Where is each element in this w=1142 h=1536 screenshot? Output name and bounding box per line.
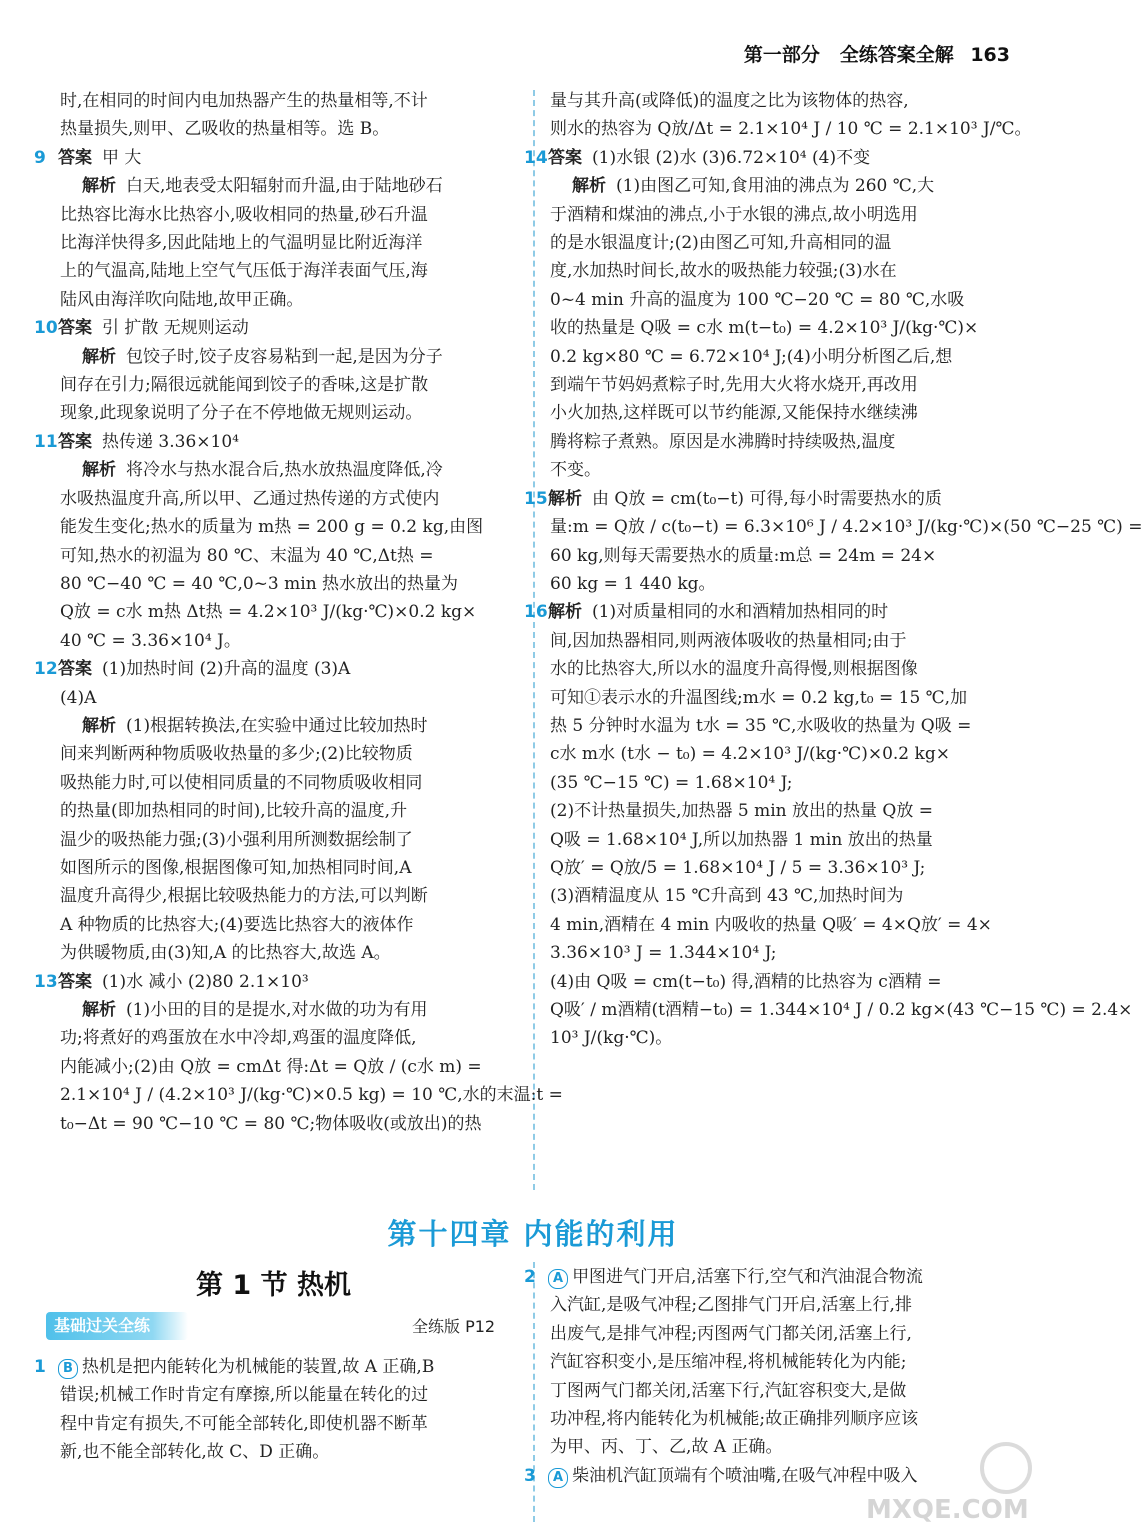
text-line: (4)由 Q吸 = cm(t−t₀) 得,酒精的比热容为 c酒精 = — [550, 971, 942, 992]
answer-text: (1)小田的目的是提水,对水做的功为有用 — [126, 1000, 428, 1020]
question-number: 11 — [34, 431, 58, 452]
text-line — [524, 598, 1010, 626]
text-line: 10³ J/(kg·℃)。 — [550, 1028, 673, 1049]
text-line: 新,也不能全部转化,故 C、D 正确。 — [60, 1442, 330, 1463]
text-line: c水 m水 (t水 − t₀) = 4.2×10³ J/(kg·℃)×0.2 kg× — [550, 744, 950, 765]
text-line: 热量损失,则甲、乙吸收的热量相等。选 B。 — [60, 119, 390, 140]
text-line: 于酒精和煤油的沸点,小于水银的沸点,故小明选用 — [550, 204, 918, 225]
text-line: 上的气温高,陆地上空气气压低于海洋表面气压,海 — [60, 261, 428, 282]
text-line: 量:m = Q放 / c(t₀−t) = 6.3×10⁶ J / 4.2×10³ J/(kg·℃)×(50 ℃−25 ℃) = — [550, 517, 1142, 538]
practice-badge: 基础过关全练 — [46, 1312, 188, 1340]
text-line — [60, 996, 520, 1024]
answer-text: 由 Q放 = cm(t₀−t) 可得,每小时需要热水的质 — [592, 488, 942, 509]
answer-label: 答案 — [58, 971, 92, 992]
text-line: 时,在相同的时间内电加热器产生的热量相等,不计 — [60, 91, 428, 111]
question-number: 14 — [524, 147, 548, 168]
text-line: 间来判断两种物质吸收热量的多少;(2)比较物质 — [60, 744, 413, 765]
text-line: 0.2 kg×80 ℃ = 6.72×10⁴ J;(4)小明分析图乙后,想 — [550, 346, 953, 367]
text-line: 吸热能力时,可以使相同质量的不同物质吸收相同 — [60, 772, 423, 793]
choice-marker: B — [58, 1359, 78, 1379]
book-title: 全练答案全解 — [839, 44, 954, 66]
text-line — [60, 343, 520, 371]
text-line: 间,因加热器相同,则两液体吸收的热量相同;由于 — [550, 630, 907, 651]
answer-text: (1)加热时间 (2)升高的温度 (3)A — [102, 659, 351, 680]
section-answers-left — [34, 1353, 520, 1467]
text-line: 80 ℃−40 ℃ = 40 ℃,0~3 min 热水放出的热量为 — [60, 573, 459, 594]
choice-marker: A — [548, 1468, 568, 1488]
question-number: 15 — [524, 488, 548, 509]
text-line: 腾将粽子煮熟。原因是水沸腾时持续吸热,温度 — [550, 431, 896, 452]
text-line: 功冲程,将内能转化为机械能;故正确排列顺序应该 — [550, 1409, 919, 1430]
text-line: 为供暖物质,由(3)知,A 的比热容大,故选 A。 — [60, 943, 391, 964]
text-line: 可知①表示水的升温图线;m水 = 0.2 kg,t₀ = 15 ℃,加 — [550, 687, 968, 708]
answer-label: 答案 — [58, 659, 92, 680]
answer-label: 答案 — [58, 431, 92, 452]
text-line: 40 ℃ = 3.36×10⁴ J。 — [60, 630, 241, 651]
text-line: A 种物质的比热容大;(4)要选比热容大的液体作 — [60, 914, 414, 935]
question-number: 10 — [34, 318, 58, 339]
answer-label: 答案 — [58, 147, 92, 168]
analysis-label: 解析 — [82, 1000, 116, 1020]
text-line: 内能减小;(2)由 Q放 = cmΔt 得:Δt = Q放 / (c水 m) = — [60, 1056, 482, 1077]
text-line: 量与其升高(或降低)的温度之比为该物体的热容, — [550, 91, 909, 111]
page-number: 163 — [970, 44, 1010, 66]
text-line — [524, 1263, 1010, 1291]
part-label: 第一部分 — [743, 44, 820, 66]
text-line — [34, 968, 520, 996]
text-line — [550, 172, 1010, 200]
page-header — [744, 40, 1010, 67]
text-line: 间存在引力;隔很远就能闻到饺子的香味,这是扩散 — [60, 375, 429, 396]
question-number: 1 — [34, 1357, 46, 1377]
text-line: 丁图两气门都关闭,活塞下行,汽缸容积变大,是做 — [550, 1380, 907, 1401]
answer-text: 白天,地表受太阳辐射而升温,由于陆地砂石 — [126, 176, 443, 197]
answer-text: (1)根据转换法,在实验中通过比较加热时 — [126, 715, 428, 736]
question-number: 3 — [524, 1465, 536, 1486]
text-line: Q放 = c水 m热 Δt热 = 4.2×10³ J/(kg·℃)×0.2 kg× — [60, 602, 477, 623]
text-line: 汽缸容积变小,是压缩冲程,将机械能转化为内能; — [550, 1352, 907, 1373]
answer-text: 引 扩散 无规则运动 — [102, 318, 249, 339]
text-line: (35 ℃−15 ℃) = 1.68×10⁴ J; — [550, 772, 793, 793]
text-line: 到端午节妈妈煮粽子时,先用大火将水烧开,再改用 — [550, 375, 918, 396]
watermark-text: MXQE.COM — [866, 1495, 1029, 1525]
text-line: 度,水加热时间长,故水的吸热能力较强;(3)水在 — [550, 261, 897, 282]
question-number: 16 — [524, 602, 548, 623]
text-line: 水的比热容大,所以水的温度升高得慢,则根据图像 — [550, 659, 918, 680]
text-line: 3.36×10³ J = 1.344×10⁴ J; — [550, 943, 777, 964]
text-line: (3)酒精温度从 15 ℃升高到 43 ℃,加热时间为 — [550, 886, 904, 907]
text-line: 功;将煮好的鸡蛋放在水中冷却,鸡蛋的温度降低, — [60, 1028, 417, 1049]
text-line: Q吸 = 1.68×10⁴ J,所以加热器 1 min 放出的热量 — [550, 829, 933, 850]
text-line: 错误;机械工作时肯定有摩擦,所以能量在转化的过 — [60, 1385, 429, 1406]
text-line — [524, 485, 1010, 513]
analysis-label: 解析 — [82, 176, 116, 197]
text-line — [60, 712, 520, 740]
watermark-logo — [856, 1438, 1046, 1528]
text-line: 小火加热,这样既可以节约能源,又能保持水继续沸 — [550, 403, 918, 424]
text-line: 比热容比海水比热容小,吸收相同的热量,砂石升温 — [60, 204, 428, 225]
text-line: 温少的吸热能力强;(3)小强利用所测数据绘制了 — [60, 829, 413, 850]
text-line: 4 min,酒精在 4 min 内吸收的热量 Q吸′ = 4×Q放′ = 4× — [550, 914, 992, 935]
answer-label: 答案 — [58, 318, 92, 339]
column-divider — [533, 90, 535, 1190]
text-line: 60 kg,则每天需要热水的质量:m总 = 24m = 24× — [550, 545, 937, 566]
analysis-label: 解析 — [548, 602, 582, 623]
section-title: 第 1 节 热机 — [196, 1270, 351, 1301]
text-line: 比海洋快得多,因此陆地上的气温明显比附近海洋 — [60, 233, 423, 254]
text-line — [60, 456, 520, 484]
answer-text: 包饺子时,饺子皮容易粘到一起,是因为分子 — [126, 346, 443, 367]
answer-text: 甲 大 — [102, 147, 142, 168]
answer-text: 热传递 3.36×10⁴ — [102, 431, 239, 452]
choice-marker: A — [548, 1269, 568, 1289]
answer-text: 将冷水与热水混合后,热水放热温度降低,冷 — [126, 460, 443, 481]
answer-column-right — [524, 87, 1142, 1053]
text-line: 程中肯定有损失,不可能全部转化,即使机器不断革 — [60, 1413, 428, 1434]
text-line — [524, 144, 1010, 172]
text-line: (4)A — [60, 687, 97, 708]
text-line: 不变。 — [550, 460, 601, 481]
text-line: 温度升高得少,根据比较吸热能力的方法,可以判断 — [60, 886, 428, 907]
answer-text: (1)水 减小 (2)80 2.1×10³ — [102, 971, 309, 992]
analysis-label: 解析 — [82, 460, 116, 481]
text-line: 入汽缸,是吸气冲程;乙图排气门开启,活塞上行,排 — [550, 1295, 912, 1316]
text-line: 陆风由海洋吹向陆地,故甲正确。 — [60, 289, 304, 310]
chapter-title: 第十四章 内能的利用 — [387, 1217, 679, 1251]
question-number: 2 — [524, 1267, 536, 1287]
analysis-label: 解析 — [82, 715, 116, 736]
text-line — [34, 144, 520, 172]
text-line: 2.1×10⁴ J / (4.2×10³ J/(kg·℃)×0.5 kg) = 10 ℃,水的末温:t = — [60, 1085, 563, 1106]
answer-text: 甲图进气门开启,活塞下行,空气和汽油混合物流 — [572, 1267, 923, 1287]
text-line: 现象,此现象说明了分子在不停地做无规则运动。 — [60, 403, 423, 424]
text-line: 出废气,是排气冲程;丙图两气门都关闭,活塞上行, — [550, 1323, 912, 1344]
text-line: 为甲、丙、丁、乙,故 A 正确。 — [550, 1437, 783, 1458]
text-line: 的是水银温度计;(2)由图乙可知,升高相同的温 — [550, 233, 892, 254]
text-line: 热 5 分钟时水温为 t水 = 35 ℃,水吸收的热量为 Q吸 = — [550, 715, 972, 736]
question-number: 13 — [34, 971, 58, 992]
text-line: Q放′ = Q放/5 = 1.68×10⁴ J / 5 = 3.36×10³ J; — [550, 857, 926, 878]
text-line: 60 kg = 1 440 kg。 — [550, 573, 716, 594]
text-line: 能发生变化;热水的质量为 m热 = 200 g = 0.2 kg,由图 — [60, 517, 484, 538]
text-line: Q吸′ / m酒精(t酒精−t₀) = 1.344×10⁴ J / 0.2 kg×(43 ℃−15 ℃) = 2.4× — [550, 1000, 1133, 1020]
text-line: 水吸热温度升高,所以甲、乙通过热传递的方式使内 — [60, 488, 440, 509]
question-number: 12 — [34, 659, 58, 680]
text-line: 则水的热容为 Q放/Δt = 2.1×10⁴ J / 10 ℃ = 2.1×10³ J/℃。 — [550, 119, 1032, 140]
analysis-label: 解析 — [82, 346, 116, 367]
answer-label: 答案 — [548, 147, 582, 168]
text-line: 0~4 min 升高的温度为 100 ℃−20 ℃ = 80 ℃,水吸 — [550, 289, 965, 310]
answer-text: (1)由图乙可知,食用油的沸点为 260 ℃,大 — [616, 176, 935, 197]
answer-text: 柴油机汽缸顶端有个喷油嘴,在吸气冲程中吸入 — [572, 1465, 918, 1486]
text-line — [34, 314, 520, 342]
text-line: 收的热量是 Q吸 = c水 m(t−t₀) = 4.2×10³ J/(kg·℃)× — [550, 318, 979, 339]
question-number: 9 — [34, 147, 46, 168]
text-line: (2)不计热量损失,加热器 5 min 放出的热量 Q放 = — [550, 801, 934, 822]
text-line — [60, 172, 520, 200]
text-line — [34, 428, 520, 456]
text-line: t₀−Δt = 90 ℃−10 ℃ = 80 ℃;物体吸收(或放出)的热 — [60, 1113, 482, 1134]
text-line: 如图所示的图像,根据图像可知,加热相同时间,A — [60, 857, 412, 878]
edition-reference: 全练版 P12 — [412, 1317, 496, 1336]
analysis-label: 解析 — [572, 176, 606, 197]
text-line: 可知,热水的初温为 80 ℃、末温为 40 ℃,Δt热 = — [60, 545, 434, 566]
answer-text: (1)水银 (2)水 (3)6.72×10⁴ (4)不变 — [592, 147, 871, 168]
answer-text: (1)对质量相同的水和酒精加热相同的时 — [592, 602, 889, 623]
answer-text: 热机是把内能转化为机械能的装置,故 A 正确,B — [81, 1357, 435, 1377]
text-line: 的热量(即加热相同的时间),比较升高的温度,升 — [60, 801, 408, 822]
text-line — [34, 655, 520, 683]
text-line — [34, 1353, 520, 1381]
analysis-label: 解析 — [548, 488, 582, 509]
